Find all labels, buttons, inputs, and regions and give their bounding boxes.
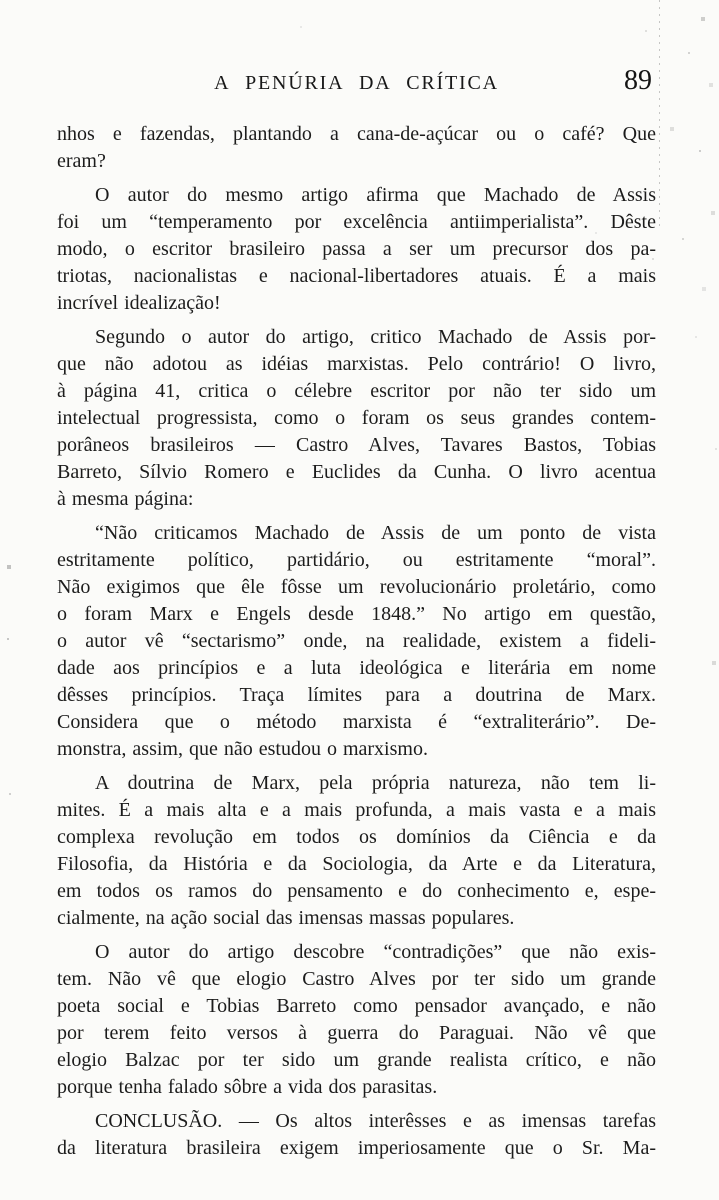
text-line: elogio Balzac por ter sido um grande realista crítico, e não bbox=[57, 1049, 656, 1071]
text-line: à mesma página: bbox=[57, 488, 194, 510]
text-line: estritamente político, partidário, ou estritamente “moral”. bbox=[57, 549, 656, 571]
paragraph bbox=[57, 121, 656, 175]
page-header bbox=[57, 65, 656, 98]
text-line: cialmente, na ação social das imensas massas populares. bbox=[57, 907, 515, 929]
paragraph bbox=[57, 324, 656, 513]
text-line: à página 41, critica o célebre escritor por não ter sido um bbox=[57, 380, 656, 402]
text-line: porque tenha falado sôbre a vida dos parasitas. bbox=[57, 1076, 438, 1098]
text-line: O autor do mesmo artigo afirma que Machado de Assis bbox=[95, 184, 656, 206]
text-line: dade aos princípios e a luta ideológica e literária em nome bbox=[57, 657, 656, 679]
text-line: eram? bbox=[57, 150, 106, 172]
text-line: Não exigimos que êle fôsse um revolucionário proletário, como bbox=[57, 576, 656, 598]
text-line: mites. É a mais alta e a mais profunda, a mais vasta e a mais bbox=[57, 799, 656, 821]
text-line: CONCLUSÃO. — Os altos interêsses e as imensas tarefas bbox=[95, 1110, 656, 1132]
scan-artifact-line bbox=[659, 0, 660, 228]
text-line: O autor do artigo descobre “contradições” que não exis- bbox=[95, 941, 656, 963]
text-line: A doutrina de Marx, pela própria natureza, não tem li- bbox=[95, 772, 656, 794]
text-line: o foram Marx e Engels desde 1848.” No artigo em questão, bbox=[57, 603, 656, 625]
text-line: poeta social e Tobias Barreto como pensador avançado, e não bbox=[57, 995, 656, 1017]
text-line: foi um “temperamento por excelência antiimperialista”. Dêste bbox=[57, 211, 656, 233]
text-line: dêsses princípios. Traça límites para a doutrina de Marx. bbox=[57, 684, 656, 706]
page-number: 89 bbox=[624, 65, 652, 96]
paragraph bbox=[57, 520, 656, 763]
text-line: intelectual progressista, como o foram os seus grandes contem- bbox=[57, 407, 656, 429]
text-line: monstra, assim, que não estudou o marxismo. bbox=[57, 738, 428, 760]
paragraph bbox=[57, 770, 656, 932]
text-line: Considera que o método marxista é “extraliterário”. De- bbox=[57, 711, 656, 733]
text-line: em todos os ramos do pensamento e do conhecimento e, espe- bbox=[57, 880, 656, 902]
text-line: que não adotou as idéias marxistas. Pelo contrário! O livro, bbox=[57, 353, 656, 375]
text-line: por terem feito versos à guerra do Paraguai. Não vê que bbox=[57, 1022, 656, 1044]
paragraph bbox=[57, 182, 656, 317]
text-line: Barreto, Sílvio Romero e Euclides da Cunha. O livro acentua bbox=[57, 461, 656, 483]
scan-artifact-speckles bbox=[0, 0, 2, 2]
text-line: nhos e fazendas, plantando a cana-de-açúcar ou o café? Que bbox=[57, 123, 656, 145]
text-block bbox=[57, 121, 656, 1162]
text-line: tem. Não vê que elogio Castro Alves por ter sido um grande bbox=[57, 968, 656, 990]
text-line: incrível idealização! bbox=[57, 292, 221, 314]
paragraph bbox=[57, 939, 656, 1101]
running-title: A PENÚRIA DA CRÍTICA bbox=[214, 72, 499, 94]
paragraph bbox=[57, 1108, 656, 1162]
text-line: o autor vê “sectarismo” onde, na realidade, existem a fideli- bbox=[57, 630, 656, 652]
text-line: Filosofia, da História e da Sociologia, da Arte e da Literatura, bbox=[57, 853, 656, 875]
text-line: Segundo o autor do artigo, critico Machado de Assis por- bbox=[95, 326, 656, 348]
text-line: modo, o escritor brasileiro passa a ser um precursor dos pa- bbox=[57, 238, 656, 260]
text-line: “Não criticamos Machado de Assis de um ponto de vista bbox=[95, 522, 656, 544]
text-line: triotas, nacionalistas e nacional-libertadores atuais. É a mais bbox=[57, 265, 656, 287]
text-line: da literatura brasileira exigem imperiosamente que o Sr. Ma- bbox=[57, 1137, 656, 1159]
text-line: porâneos brasileiros — Castro Alves, Tavares Bastos, Tobias bbox=[57, 434, 656, 456]
text-line: complexa revolução em todos os domínios da Ciência e da bbox=[57, 826, 656, 848]
